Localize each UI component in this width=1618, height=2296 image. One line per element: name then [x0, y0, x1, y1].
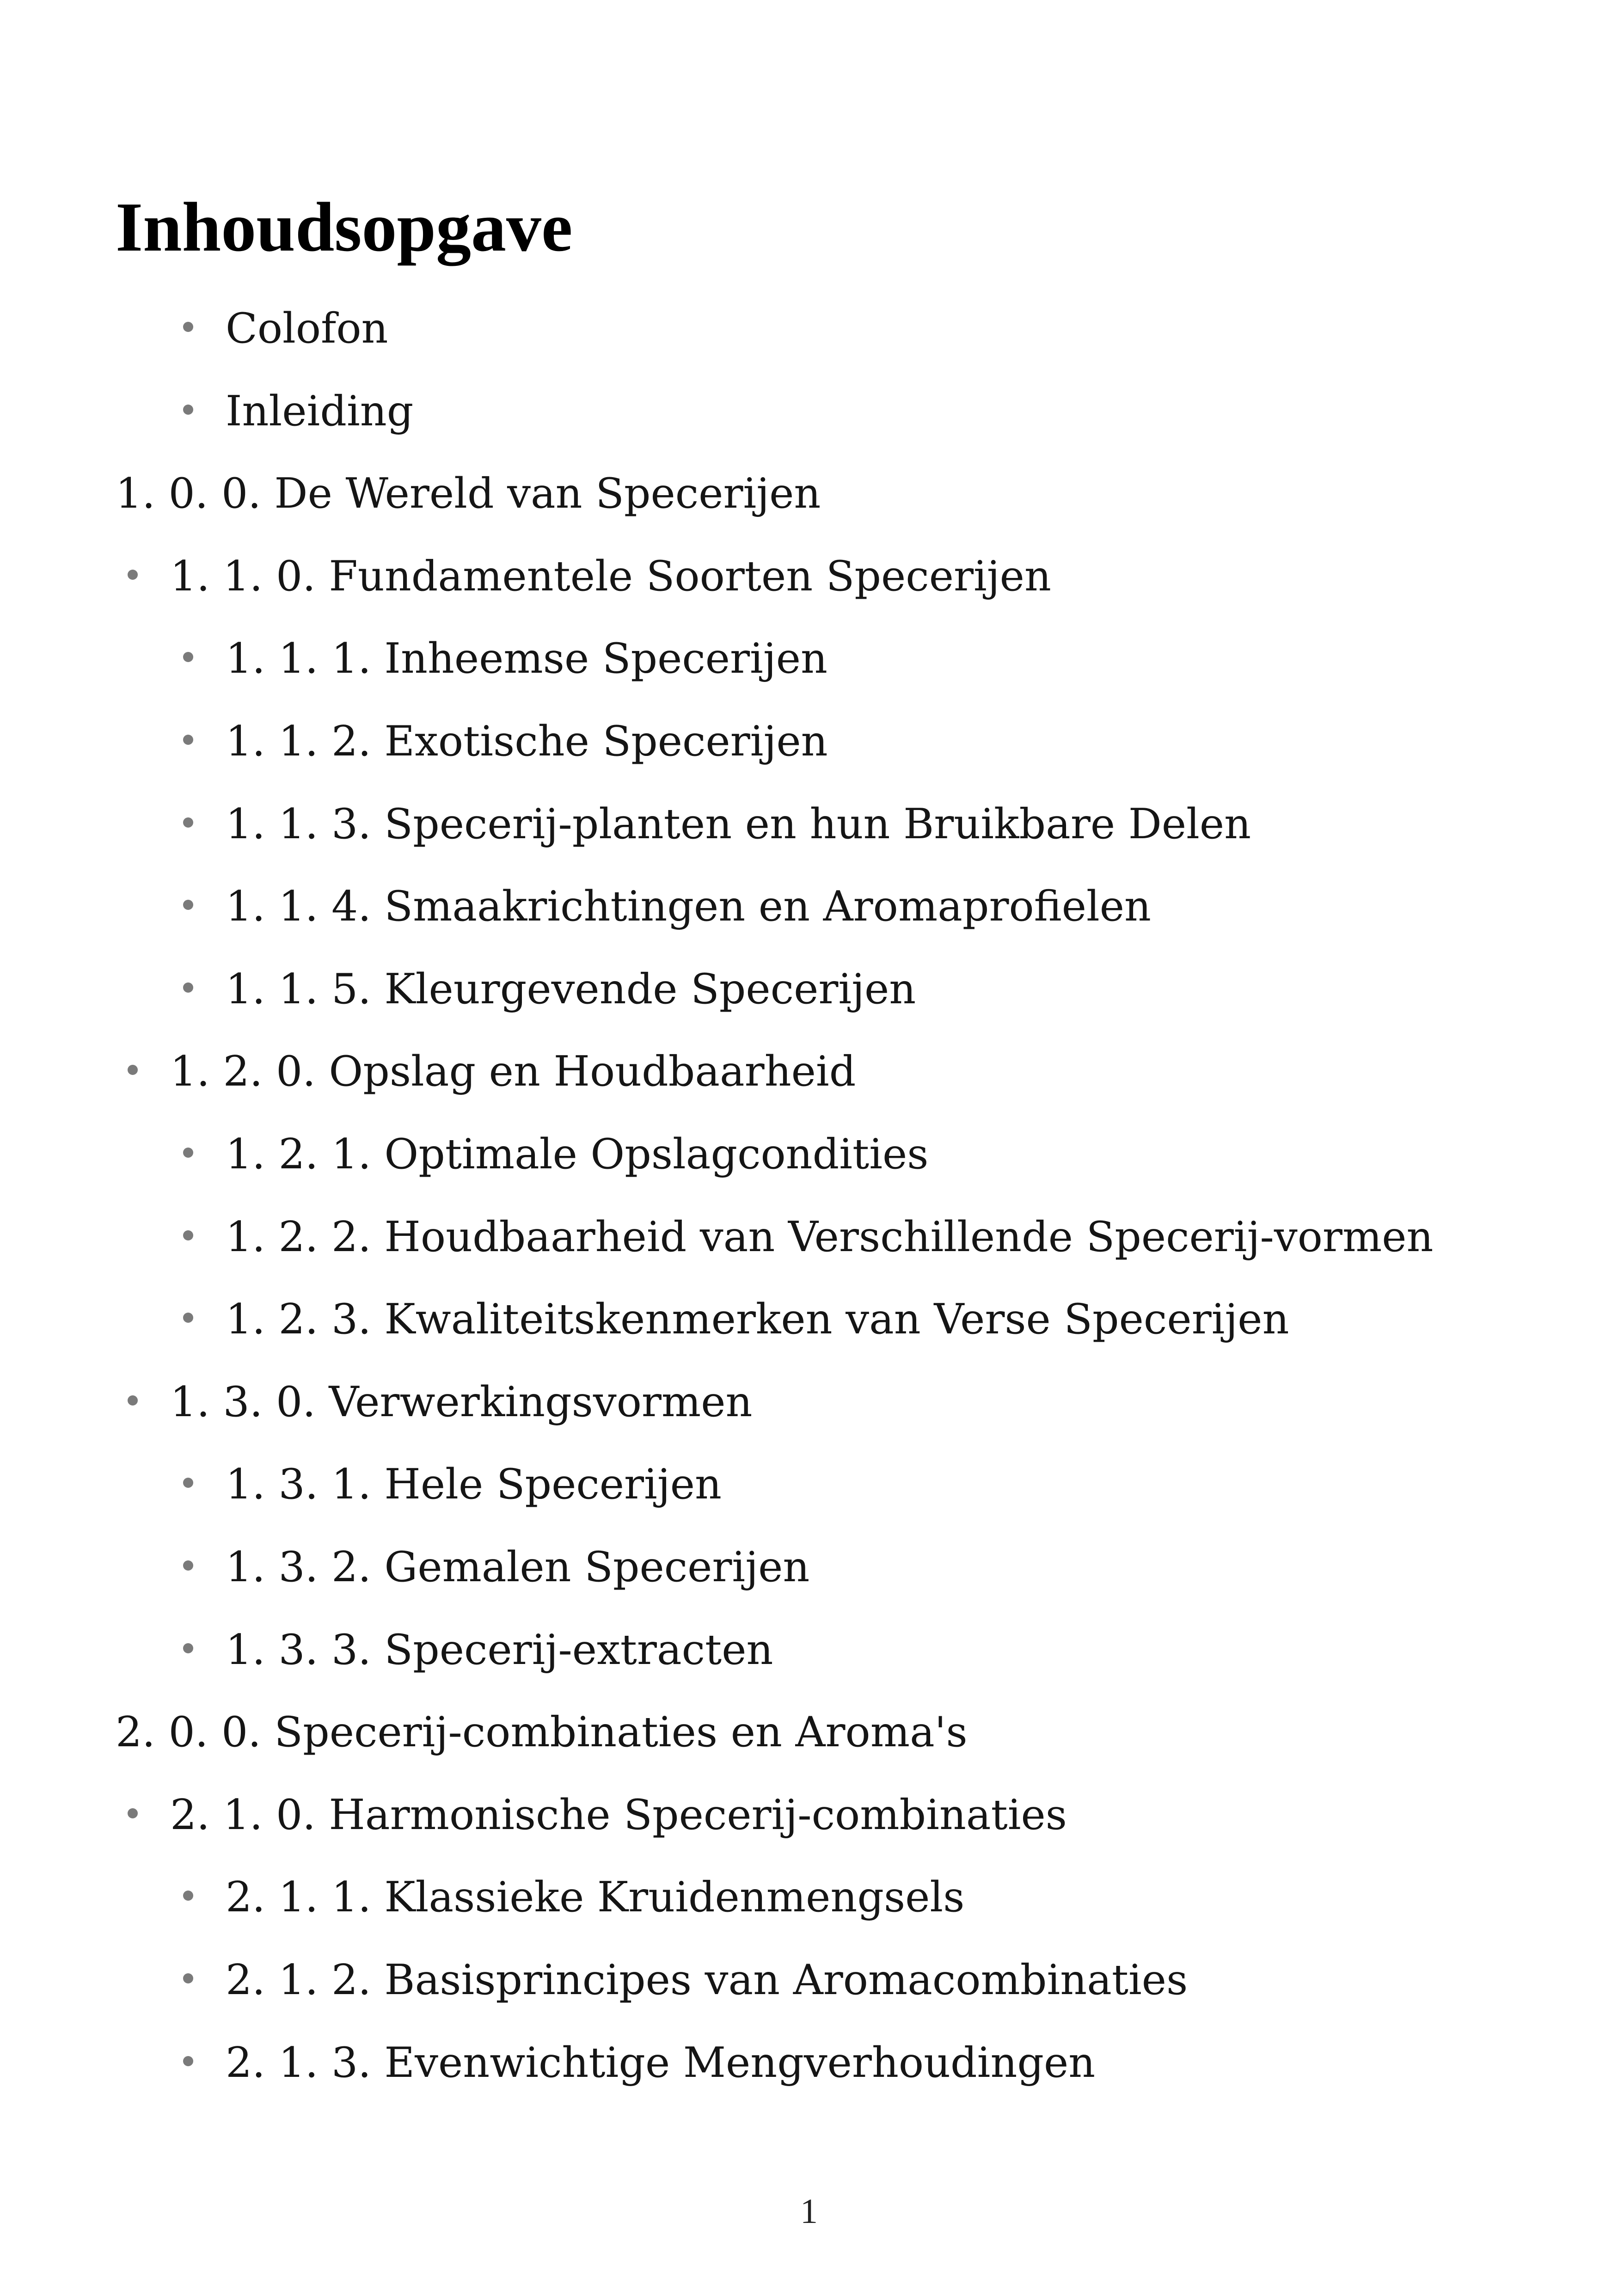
toc-entry-label: 1. 1. 3. Specerij-planten en hun Bruikbare Delen: [226, 800, 1251, 848]
toc-entry[interactable]: [226, 717, 828, 766]
bullet-icon: [183, 1478, 193, 1488]
bullet-icon: [128, 570, 138, 580]
toc-entry[interactable]: [226, 1543, 810, 1591]
page-number: 1: [800, 2192, 818, 2231]
bullet-icon: [183, 900, 193, 910]
toc-entry-label: 1. 2. 3. Kwaliteitskenmerken van Verse Specerijen: [226, 1295, 1289, 1344]
toc-entry-label: 1. 3. 2. Gemalen Specerijen: [226, 1543, 810, 1591]
toc-entry[interactable]: [170, 1378, 753, 1426]
toc-entry-label: 2. 1. 1. Klassieke Kruidenmengsels: [226, 1873, 965, 1922]
toc-entry-label: 2. 1. 0. Harmonische Specerij-combinaties: [170, 1791, 1067, 1839]
bullet-icon: [183, 1230, 193, 1240]
bullet-icon: [183, 2056, 193, 2066]
bullet-icon: [183, 1560, 193, 1571]
toc-entry[interactable]: [226, 800, 1251, 848]
toc-entry[interactable]: [226, 1213, 1434, 1261]
toc-entry-label: 1. 2. 0. Opslag en Houdbaarheid: [170, 1047, 856, 1096]
bullet-icon: [128, 1395, 138, 1406]
bullet-icon: [183, 1643, 193, 1653]
toc-entry-label: 2. 0. 0. Specerij-combinaties en Aroma's: [116, 1708, 968, 1756]
toc-entry[interactable]: [226, 1956, 1188, 2004]
bullet-icon: [128, 1808, 138, 1818]
bullet-icon: [183, 405, 193, 415]
toc-entry[interactable]: [226, 304, 388, 353]
toc-entry-label: 1. 3. 0. Verwerkingsvormen: [170, 1378, 753, 1426]
page-title: Inhoudsopgave: [116, 188, 573, 266]
toc-entry[interactable]: [170, 1047, 856, 1096]
toc-entry[interactable]: [226, 1130, 929, 1179]
toc-entry[interactable]: [226, 1626, 773, 1674]
bullet-icon: [183, 322, 193, 332]
toc-entry[interactable]: [226, 2038, 1096, 2087]
bullet-icon: [183, 652, 193, 662]
toc-entry[interactable]: [170, 1791, 1067, 1839]
bullet-icon: [128, 1065, 138, 1075]
toc-entry-label: 1. 1. 1. Inheemse Specerijen: [226, 634, 827, 683]
toc-entry[interactable]: [226, 634, 827, 683]
toc-entry-label: 1. 1. 4. Smaakrichtingen en Aromaprofielen: [226, 882, 1151, 931]
toc-entry-label: 1. 1. 5. Kleurgevende Specerijen: [226, 965, 916, 1013]
toc-entry-label: 1. 0. 0. De Wereld van Specerijen: [116, 469, 821, 518]
toc-entry[interactable]: [226, 1873, 965, 1922]
toc-entry-label: Colofon: [226, 304, 388, 353]
bullet-icon: [183, 1313, 193, 1323]
bullet-icon: [183, 817, 193, 828]
toc-entry-label: 2. 1. 2. Basisprincipes van Aromacombinaties: [226, 1956, 1188, 2004]
toc-entry-label: 1. 3. 3. Specerij-extracten: [226, 1626, 773, 1674]
bullet-icon: [183, 735, 193, 745]
toc-entry[interactable]: [226, 387, 414, 436]
toc-entry[interactable]: [226, 1295, 1289, 1344]
toc-entry-label: 1. 2. 2. Houdbaarheid van Verschillende Specerij-vormen: [226, 1213, 1434, 1261]
bullet-icon: [183, 1148, 193, 1158]
toc-entry-label: Inleiding: [226, 387, 414, 436]
bullet-icon: [183, 982, 193, 993]
bullet-icon: [183, 1973, 193, 1983]
toc-entry[interactable]: [116, 469, 821, 518]
toc-entry[interactable]: [226, 1460, 722, 1509]
bullet-icon: [183, 1891, 193, 1901]
toc-entry[interactable]: [170, 552, 1051, 601]
toc-entry[interactable]: [226, 965, 916, 1013]
toc-entry-label: 1. 3. 1. Hele Specerijen: [226, 1460, 722, 1509]
toc-entry[interactable]: [116, 1708, 968, 1756]
toc-entry-label: 1. 1. 0. Fundamentele Soorten Specerijen: [170, 552, 1051, 601]
toc-entry-label: 1. 2. 1. Optimale Opslagcondities: [226, 1130, 929, 1179]
toc-entry[interactable]: [226, 882, 1151, 931]
toc-entry-label: 2. 1. 3. Evenwichtige Mengverhoudingen: [226, 2038, 1096, 2087]
toc-entry-label: 1. 1. 2. Exotische Specerijen: [226, 717, 828, 766]
